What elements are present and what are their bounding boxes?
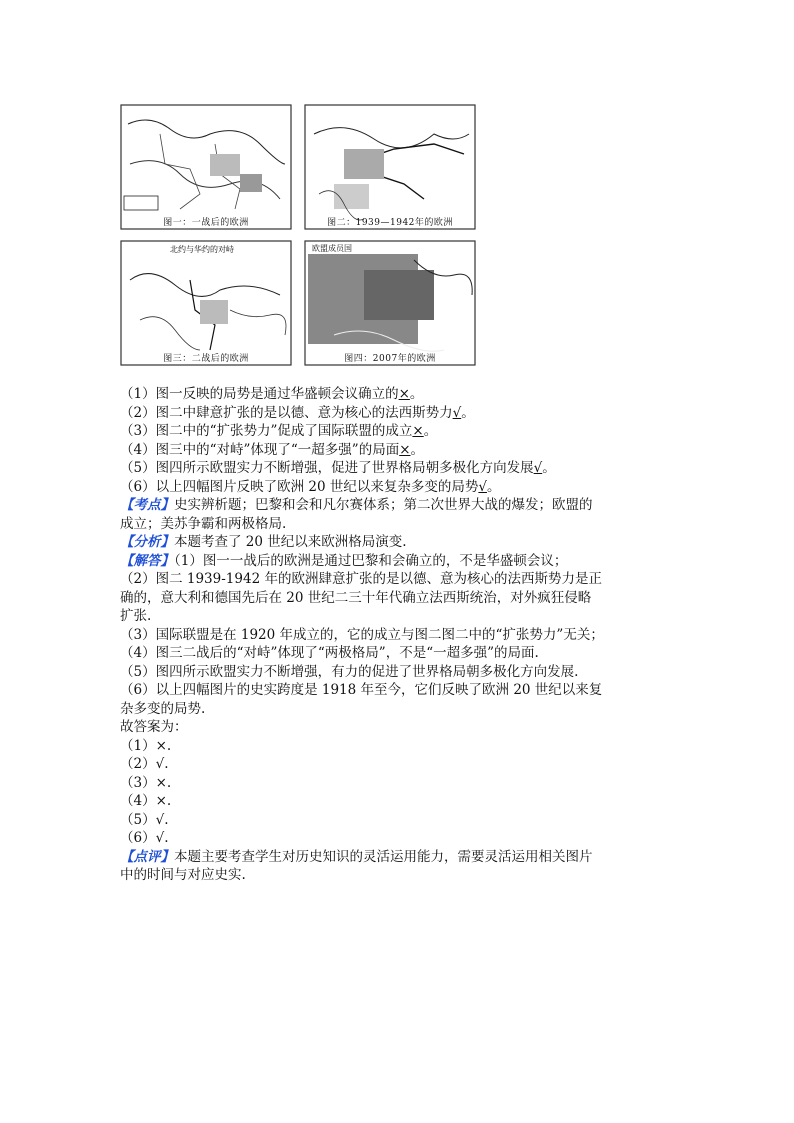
map-figure-3 [120,240,292,366]
judgement-mark: √ [478,478,487,495]
map-legend-title: 北约与华约的对峙 [170,245,234,254]
jieda-section: 【解答】（1）图一一战后的欧洲是通过巴黎和会确立的，不是华盛顿会议； [120,552,568,569]
map-figure-2 [304,104,476,230]
kaodian-tag: 【考点】 [120,497,174,513]
judgement-mark: × [399,441,411,458]
europe-map-image [304,104,476,230]
statement-6: （6）以上四幅图片反映了欧洲 20 世纪以来复杂多变的局势√。 [120,478,501,495]
fenxi-tag: 【分析】 [120,534,174,550]
map-figure-group [120,104,476,366]
jieda-line: （6）以上四幅图片的史实跨度是 1918 年至今，它们反映了欧洲 20 世纪以来复 [120,682,603,698]
europe-map-image [120,104,292,230]
jieda-line: （3）国际联盟是在 1920 年成立的，它的成立与图二图二中的“扩张势力”无关； [120,626,604,643]
jieda-line: 扩张. [120,608,152,624]
jieda-tag: 【解答】 [120,552,174,569]
jieda-line: （2）图二 1939-1942 年的欧洲肆意扩张的是以德、意为核心的法西斯势力是正 [120,571,602,587]
kaodian-section: 【考点】史实辨析题；巴黎和会和凡尔赛体系；第二次世界大战的爆发；欧盟的 [120,497,593,513]
map-caption: 图一：一战后的欧洲 [163,218,249,228]
answer-intro: 故答案为： [120,719,188,735]
dianping-section: 【点评】本题主要考查学生对历史知识的灵活运用能力，需要灵活运用相关图片 [120,848,593,865]
dianping-tag: 【点评】 [120,848,174,865]
statement-4: （4）图三中的“对峙”体现了“一超多强”的局面×。 [120,441,425,458]
jieda-line: （4）图三二战后的“对峙”体现了“两极格局”，不是“一超多强”的局面. [120,645,539,661]
statement-2: （2）图二中肆意扩张的是以德、意为核心的法西斯势力√。 [120,404,475,421]
judgement-mark: × [412,423,424,439]
answer-item: （3）×. [120,774,172,791]
map-figure-1 [120,104,292,230]
answer-item: （2）√. [120,756,169,772]
statement-3: （3）图二中的“扩张势力”促成了国际联盟的成立×。 [120,423,438,439]
judgement-mark: √ [533,460,543,476]
jieda-line: 确的，意大利和德国先后在 20 世纪二三十年代确立法西斯统治，对外疯狂侵略 [120,589,592,606]
jieda-line: （5）图四所示欧盟实力不断增强，有力的促进了世界格局朝多极化方向发展. [120,663,579,680]
answer-item: （6）√. [120,830,169,846]
kaodian-line: 成立；美苏争霸和两极格局. [120,515,287,532]
europe-map-image [120,240,292,366]
answer-item: （5）√. [120,811,169,828]
statement-1: （1）图一反映的局势是通过华盛顿会议确立的×。 [120,386,424,402]
map-figure-4 [304,240,476,366]
map-legend-title: 欧盟成员国 [312,244,352,253]
answer-item: （4）×. [120,793,172,809]
judgement-mark: × [398,386,410,402]
map-caption: 图二：1939—1942年的欧洲 [327,218,453,228]
judgement-mark: √ [452,404,462,421]
dianping-line: 中的时间与对应史实. [120,867,246,883]
map-caption: 图四：2007年的欧洲 [344,354,436,364]
europe-map-image [304,240,476,366]
question-body [120,385,680,885]
jieda-line: 杂多变的局势. [120,700,206,717]
statement-5: （5）图四所示欧盟实力不断增强，促进了世界格局朝多极化方向发展√。 [120,460,556,476]
map-caption: 图三：二战后的欧洲 [163,354,249,364]
fenxi-section: 【分析】本题考查了 20 世纪以来欧洲格局演变. [120,534,407,550]
answer-item: （1）×. [120,737,172,754]
